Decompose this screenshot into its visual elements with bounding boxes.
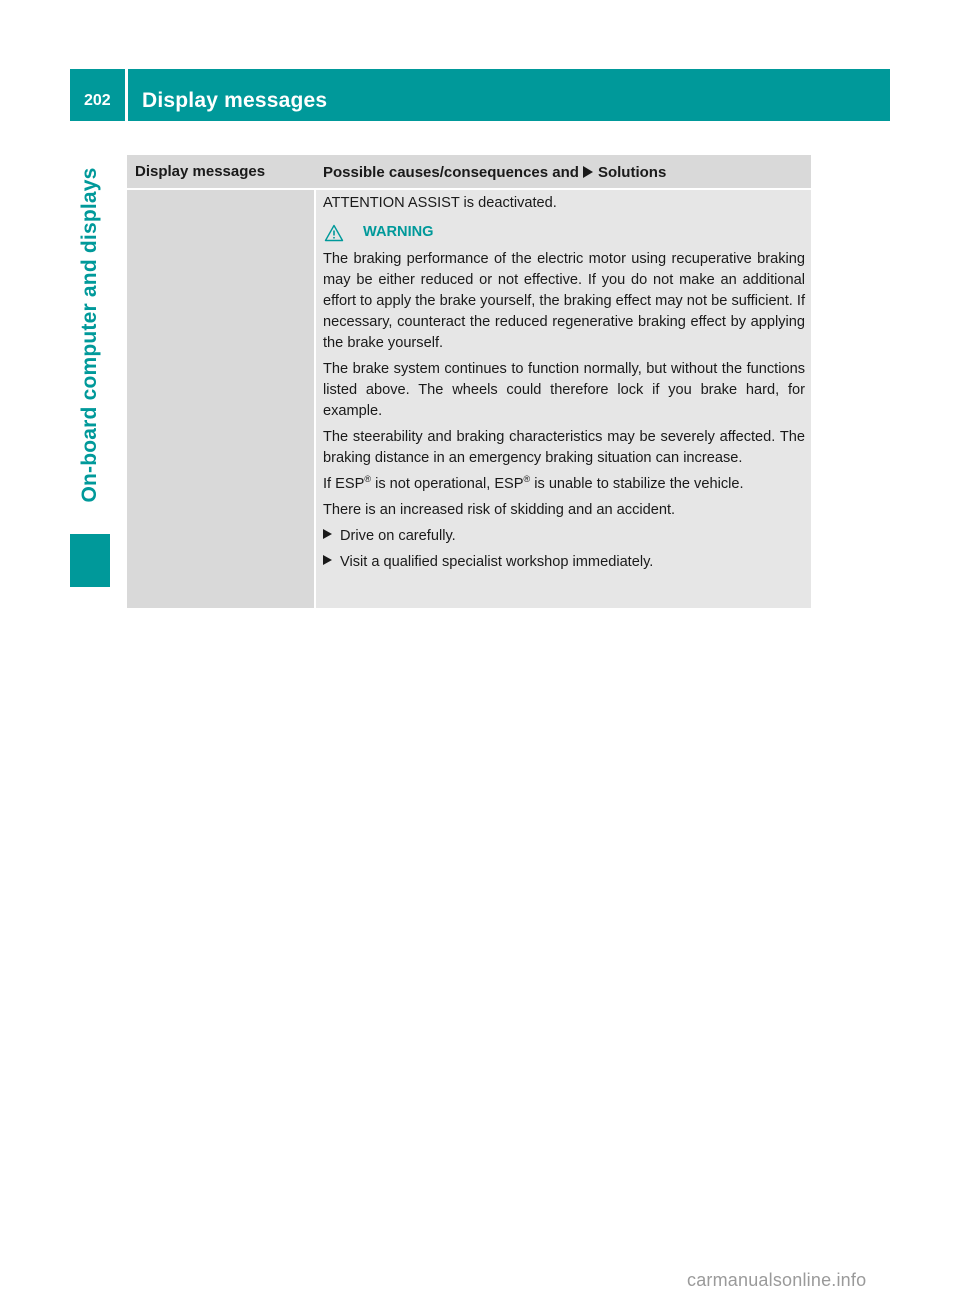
esp-text: is not operational, ESP: [371, 476, 524, 492]
warning-paragraph: The brake system continues to function normally, but without the functions listed above. The wheels could therefore lock if you brake hard, for example.: [323, 361, 805, 419]
column-header-solutions-text: Solutions: [597, 164, 667, 181]
causes-solutions-content: [323, 193, 805, 578]
column-header-causes-solutions: [323, 164, 666, 182]
play-arrow-icon: [583, 166, 593, 178]
esp-text: If ESP: [323, 476, 365, 492]
page-title: Display messages: [142, 89, 328, 112]
esp-text: is unable to stabilize the vehicle.: [530, 476, 744, 492]
header-divider: [125, 69, 128, 121]
warning-paragraph: The braking performance of the electric motor using recuperative braking may be either reduced or not effective. If you do not make an additional effort to apply the brake yourself, the braking effect may not be sufficient. If necessary, counteract the reduced regenerative braking effect by applying the brake yourself.: [323, 251, 805, 351]
side-tab: [70, 135, 110, 535]
registered-mark: ®: [523, 474, 531, 484]
warning-paragraph: The steerability and braking characteristics may be severely affected. The braking distance in an emergency braking situation can increase.: [323, 429, 805, 466]
lead-text: ATTENTION ASSIST is deactivated.: [323, 195, 557, 211]
risk-text: There is an increased risk of skidding and an accident.: [323, 502, 676, 518]
warning-heading: [324, 222, 805, 243]
watermark: carmanualsonline.info: [687, 1270, 867, 1290]
action-arrow-icon: [323, 529, 332, 539]
page-number: 202: [84, 92, 111, 109]
esp-paragraph: [323, 474, 805, 495]
side-tab-label: On-board computer and displays: [78, 167, 101, 503]
action-text: Visit a qualified specialist workshop immediately.: [340, 554, 654, 570]
column-header-causes-text: Possible causes/consequences and: [323, 164, 579, 181]
action-item: [323, 552, 805, 573]
display-message-cell: [127, 190, 314, 608]
table-header-row: [127, 155, 811, 188]
registered-mark: ®: [364, 474, 372, 484]
action-arrow-icon: [323, 555, 332, 565]
column-header-display-messages: Display messages: [135, 163, 266, 180]
messages-table: [127, 155, 811, 608]
side-tab-marker: [70, 534, 110, 587]
action-text: Drive on carefully.: [340, 528, 456, 544]
warning-triangle-icon: [324, 224, 344, 242]
action-item: [323, 526, 805, 547]
warning-label: WARNING: [363, 224, 434, 240]
